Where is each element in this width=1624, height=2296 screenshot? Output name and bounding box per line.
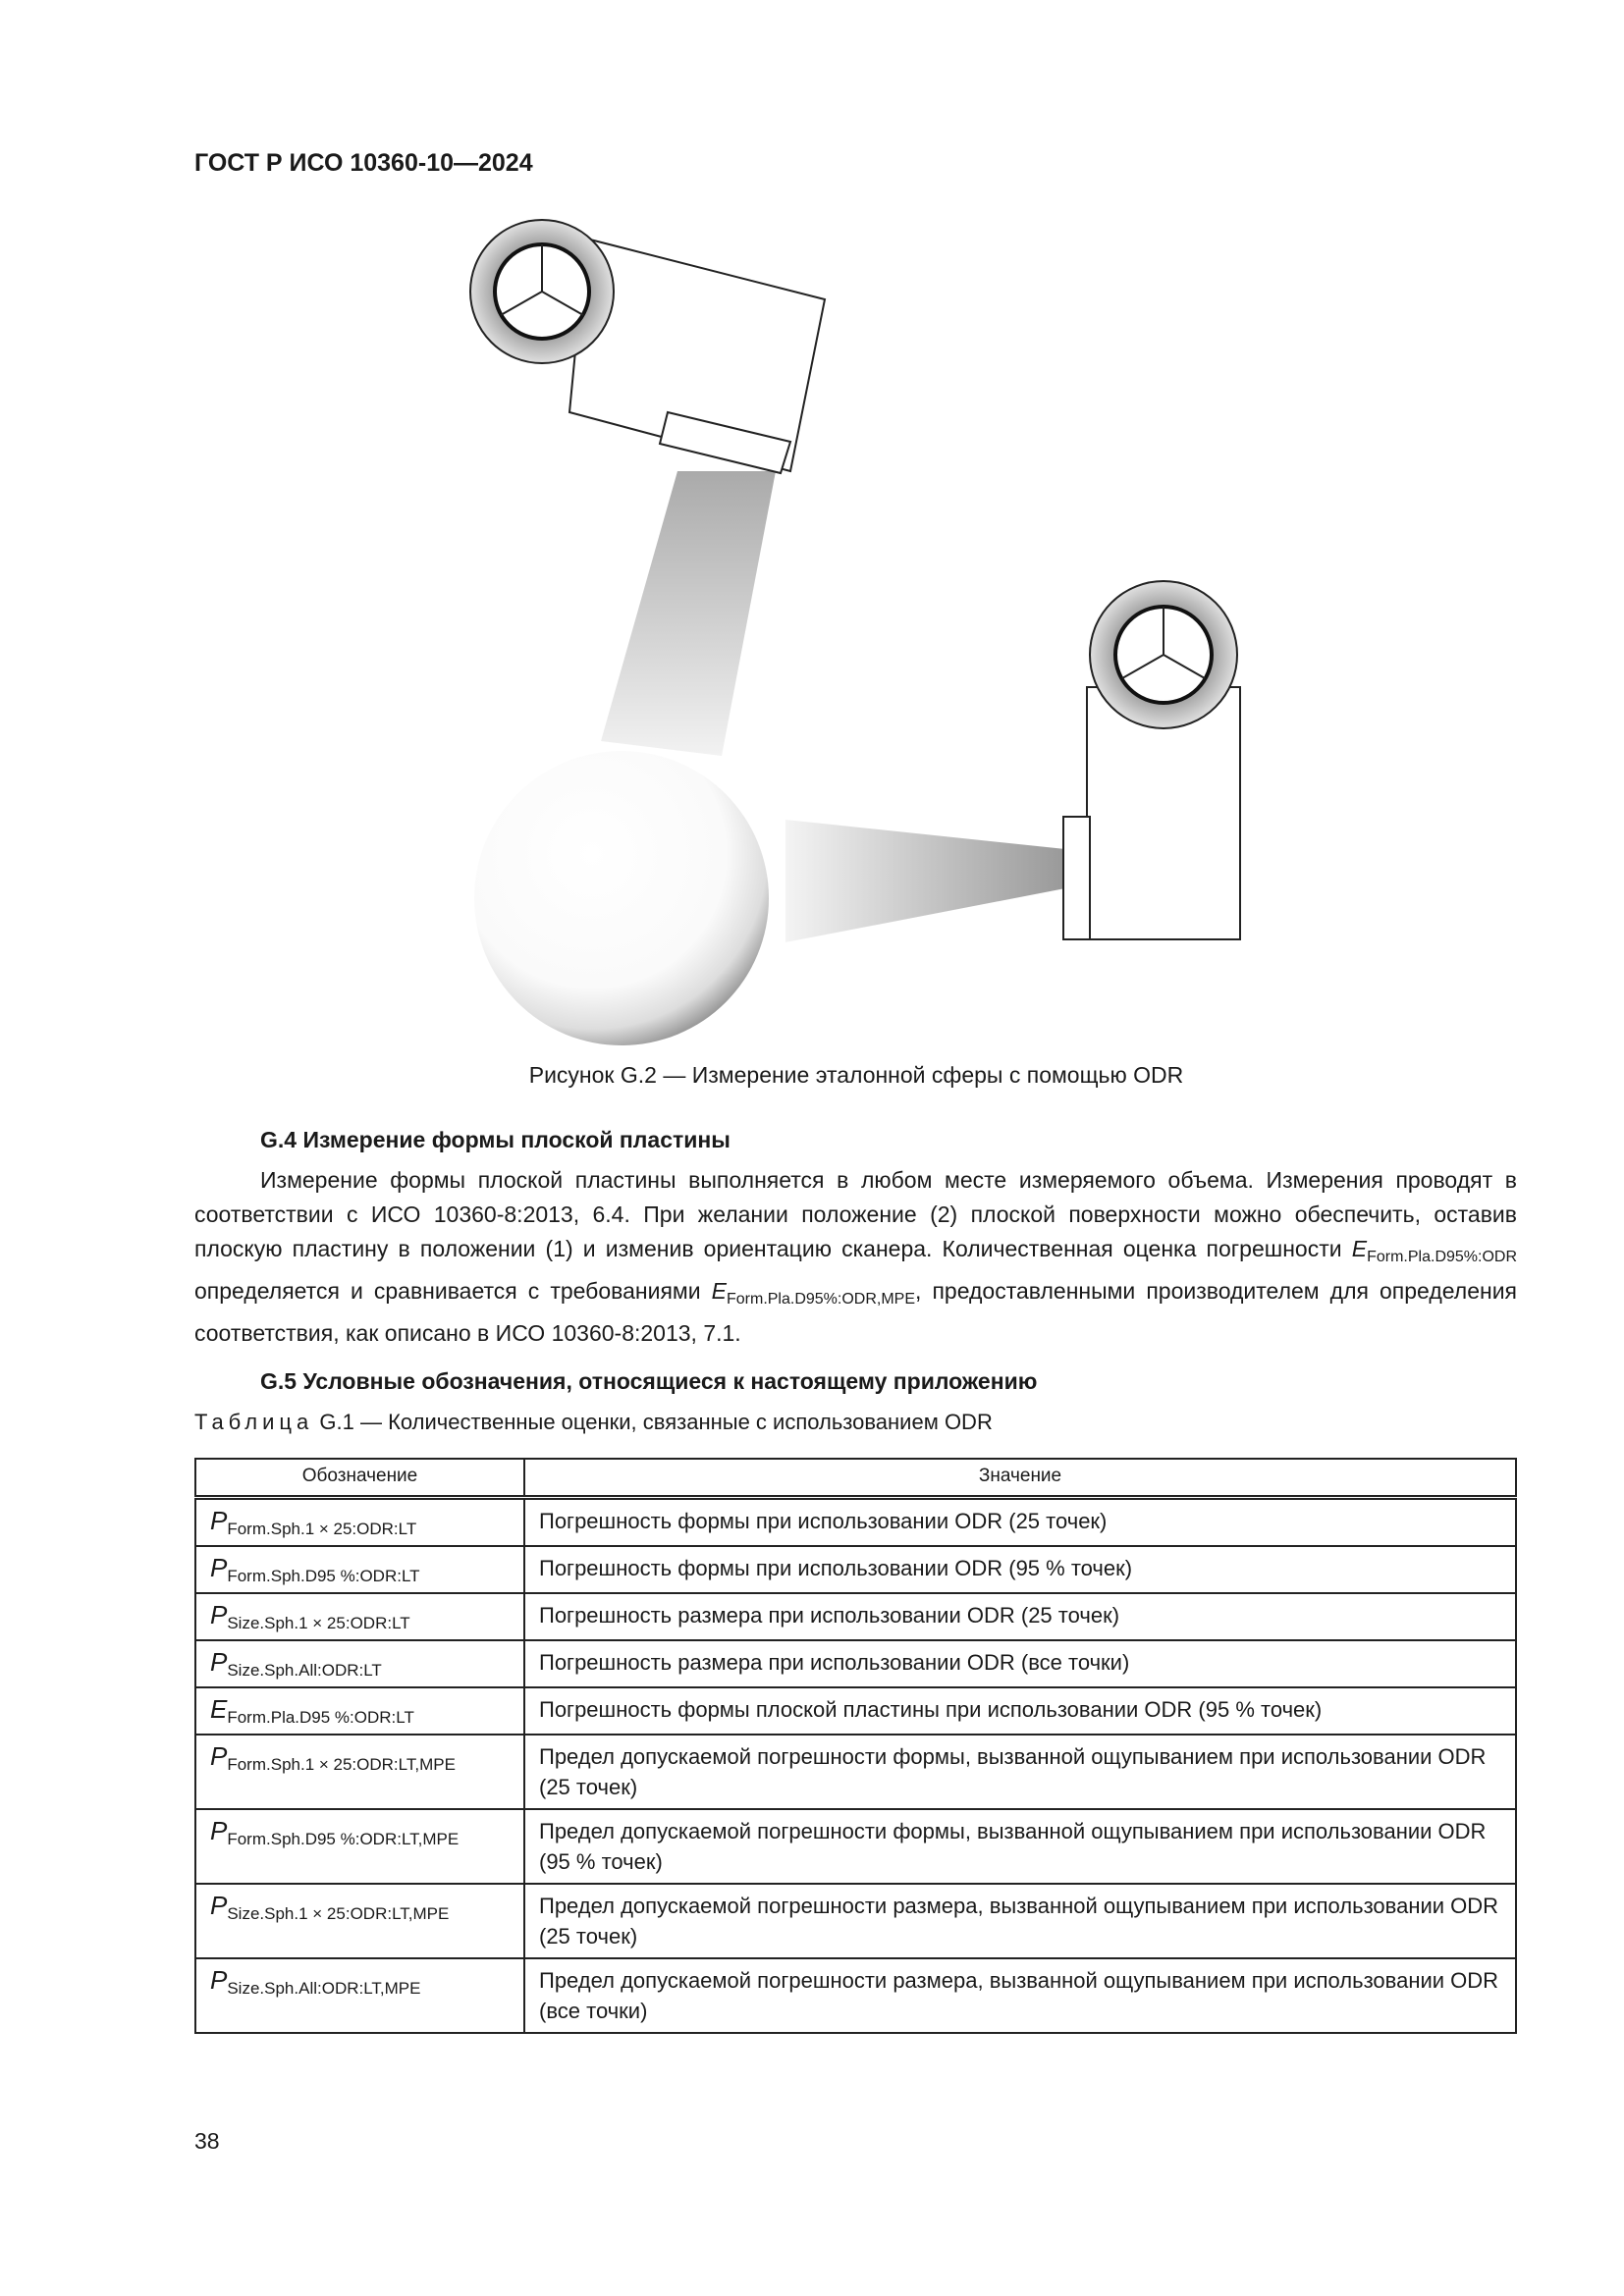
section-g4-paragraph: Измерение формы плоской пластины выполняется в любом месте измеряемого объема. Измерения проводят в соответствии с ИСО 10360-8:2013, 6.4. При желании положение (2) плоской поверхности можно обеспечить, оставив плоскую пластину в положении (1) и изменив ориентацию сканера. Количественная оценка погрешности $E_{Form.Pla.D95\%:ODR}$ определяется и сравнивается с требованиями $E_{Form.Pla.D95\%:ODR,MPE}$, предоставленными производителем для определения соответствия, как описано в ИСО 10360-8:2013, 7.1. <box>194 1167 1518 1346</box>
scan-beam-right <box>785 820 1065 942</box>
table-row <box>195 1498 1516 1547</box>
value-cell: Предел допускаемой погрешности размера, вызванной ощупыванием при использовании ODR (25 точек) <box>524 1884 1516 1958</box>
column-header: Обозначение <box>195 1459 524 1498</box>
symbol-cell: $P_{Form.Sph.1 \times 25:ODR:LT}$ <box>195 1498 524 1547</box>
figure-caption: Рисунок G.2 — Измерение эталонной сферы с помощью ODR <box>528 1062 1184 1088</box>
value-cell: Предел допускаемой погрешности размера, вызванной ощупыванием при использовании ODR (все точки) <box>524 1958 1516 2033</box>
table-row <box>195 1593 1516 1640</box>
table-row <box>195 1735 1516 1809</box>
table-row <box>195 1958 1516 2033</box>
reference-sphere <box>474 751 769 1045</box>
value-cell: Погрешность формы при использовании ODR (25 точек) <box>524 1498 1516 1547</box>
symbol-cell: $P_{Size.Sph.1 \times 25:ODR:LT}$ <box>195 1593 524 1640</box>
symbol: E <box>1351 1236 1368 1261</box>
value-cell: Погрешность размера при использовании ODR (все точки) <box>524 1640 1516 1687</box>
symbol-cell: $P_{Form.Sph.D95 \%:ODR:LT,MPE}$ <box>195 1809 524 1884</box>
symbol-cell: $P_{Size.Sph.All:ODR:LT,MPE}$ <box>195 1958 524 2033</box>
value-cell: Погрешность формы плоской пластины при использовании ODR (95 % точек) <box>524 1687 1516 1735</box>
table-row <box>195 1687 1516 1735</box>
page-number: 38 <box>194 2128 220 2154</box>
value-cell: Погрешность размера при использовании ODR (25 точек) <box>524 1593 1516 1640</box>
document-header: ГОСТ Р ИСО 10360-10—2024 <box>194 149 533 177</box>
column-header: Значение <box>524 1459 1516 1498</box>
figure-g2 <box>0 0 1624 1060</box>
symbol-cell: $P_{Size.Sph.All:ODR:LT}$ <box>195 1640 524 1687</box>
value-cell: Предел допускаемой погрешности формы, вызванной ощупыванием при использовании ODR (25 точек) <box>524 1735 1516 1809</box>
symbol-cell: $E_{Form.Pla.D95 \%:ODR:LT}$ <box>195 1687 524 1735</box>
symbol-cell: $P_{Form.Sph.1 \times 25:ODR:LT,MPE}$ <box>195 1735 524 1809</box>
table-caption: Таблица G.1 — Количественные оценки, связанные с использованием ODR <box>194 1410 993 1434</box>
scanner-right <box>1063 581 1240 939</box>
symbol-cell: $P_{Size.Sph.1 \times 25:ODR:LT,MPE}$ <box>195 1884 524 1958</box>
scanner-lens-right <box>1063 817 1090 939</box>
scan-beam-top <box>601 471 776 756</box>
section-heading-g4: G.4 Измерение формы плоской пластины <box>260 1127 731 1152</box>
section-heading-g5: G.5 Условные обозначения, относящиеся к настоящему приложению <box>260 1368 1038 1394</box>
table-row <box>195 1640 1516 1687</box>
symbols-table <box>194 1458 1517 2034</box>
value-cell: Предел допускаемой погрешности формы, вызванной ощупыванием при использовании ODR (95 % точек) <box>524 1809 1516 1884</box>
table-row <box>195 1884 1516 1958</box>
table-row <box>195 1809 1516 1884</box>
symbol-cell: $P_{Form.Sph.D95 \%:ODR:LT}$ <box>195 1546 524 1593</box>
value-cell: Погрешность формы при использовании ODR (95 % точек) <box>524 1546 1516 1593</box>
scanner-top <box>470 220 825 756</box>
symbol: E <box>711 1278 727 1304</box>
table-row <box>195 1546 1516 1593</box>
